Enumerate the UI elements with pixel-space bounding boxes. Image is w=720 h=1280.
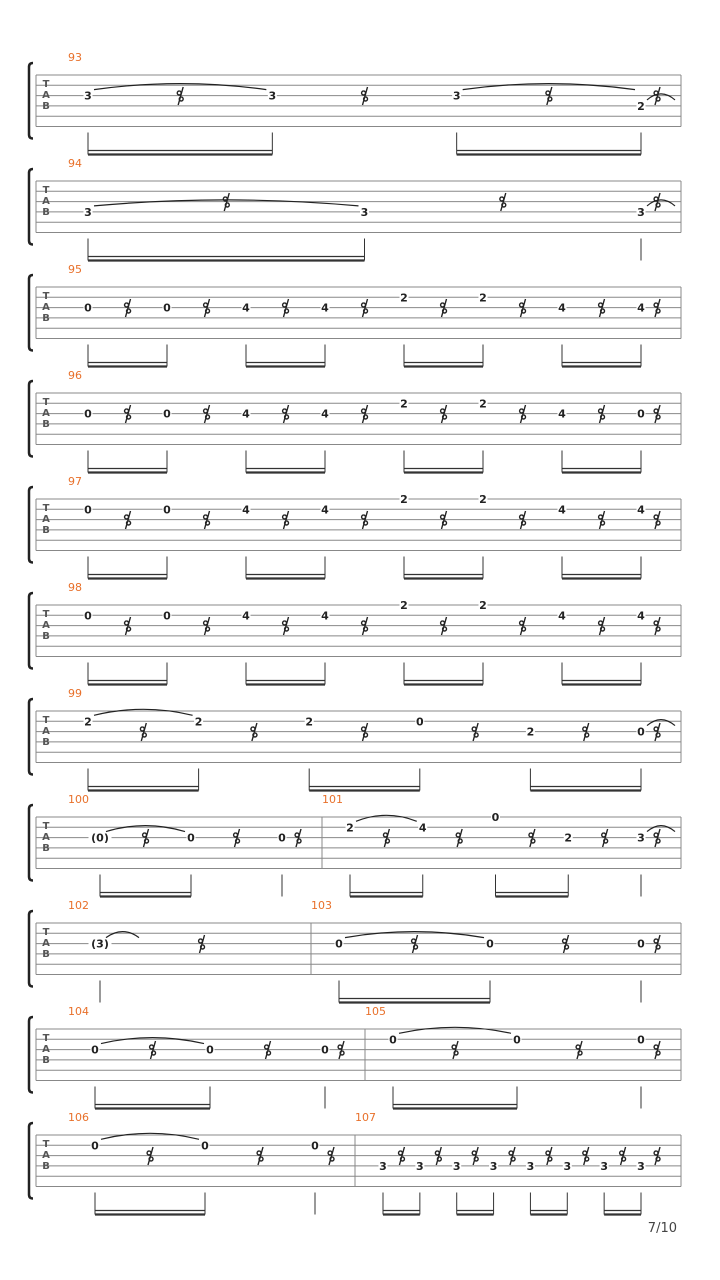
fret-number: 2: [637, 99, 645, 113]
system-bracket: [29, 63, 33, 139]
fret-number: 4: [558, 503, 566, 517]
tab-clef-letter: B: [42, 207, 50, 218]
fret-number: 4: [418, 821, 427, 835]
tab-system: [29, 1005, 681, 1109]
tab-clef-letter: A: [42, 832, 50, 843]
fret-number: 0: [163, 609, 171, 623]
fret-number: 0: [163, 301, 171, 315]
fret-number: 0: [637, 407, 645, 421]
measure-number: 93: [68, 51, 82, 64]
fret-number: 4: [321, 609, 329, 623]
fret-number: 0: [84, 503, 92, 517]
fret-number: 4: [242, 407, 250, 421]
fret-number: 0: [389, 1033, 397, 1047]
tab-clef-letter: B: [42, 525, 50, 536]
fret-number: 4: [321, 301, 329, 315]
tab-clef-letter: T: [42, 821, 50, 832]
tab-clef-letter: T: [42, 927, 50, 938]
fret-number: 0: [91, 1043, 99, 1057]
measure-number: 104: [68, 1005, 89, 1018]
fret-number: 2: [479, 599, 487, 612]
fret-number: 0: [486, 937, 494, 951]
fret-number: 0: [163, 503, 171, 517]
measure-number: 107: [355, 1111, 376, 1124]
fret-number: 0: [84, 609, 92, 623]
tie-arc: [94, 84, 266, 90]
fret-number: 3: [600, 1159, 608, 1173]
tab-clef-letter: A: [42, 408, 50, 419]
tab-clef-letter: T: [42, 79, 50, 90]
tab-clef-letter: T: [42, 397, 50, 408]
tie-arc: [647, 826, 675, 832]
tab-clef-letter: B: [42, 843, 50, 854]
measure-number: 106: [68, 1111, 89, 1124]
measure-number: 105: [365, 1005, 386, 1018]
measure-number: 94: [68, 157, 82, 170]
tab-clef-letter: B: [42, 1055, 50, 1066]
tab-clef-letter: A: [42, 90, 50, 101]
fret-number: 0: [415, 715, 424, 729]
tab-clef-letter: T: [42, 291, 50, 302]
fret-number: 0: [513, 1033, 521, 1047]
page-number: 7/10: [647, 1221, 677, 1236]
fret-number: 3: [84, 89, 92, 103]
tie-arc: [647, 200, 675, 206]
measure-number: 95: [68, 263, 82, 276]
tab-clef-letter: A: [42, 1044, 50, 1055]
tab-system: [29, 687, 681, 791]
tie-arc: [647, 94, 675, 100]
tie-arc: [101, 1038, 204, 1044]
fret-number: 0: [187, 831, 195, 845]
tab-clef-letter: T: [42, 609, 50, 620]
system-bracket: [29, 275, 33, 351]
fret-number: 4: [321, 503, 329, 517]
fret-number: 0: [321, 1043, 329, 1057]
tab-clef-letter: A: [42, 196, 50, 207]
fret-number: 4: [637, 609, 645, 623]
tie-arc: [101, 1133, 199, 1139]
system-bracket: [29, 381, 33, 457]
fret-number: 2: [479, 291, 487, 305]
tie-arc: [647, 720, 675, 726]
system-bracket: [29, 1123, 33, 1199]
fret-number: 3: [489, 1159, 498, 1173]
tie-arc: [106, 826, 185, 832]
tab-clef-letter: A: [42, 726, 50, 737]
fret-number: 0: [637, 725, 645, 739]
system-bracket: [29, 699, 33, 775]
tab-clef-letter: A: [42, 1150, 50, 1161]
fret-number: 3: [360, 205, 369, 219]
tab-clef-letter: A: [42, 302, 50, 313]
tie-arc: [399, 1027, 511, 1033]
fret-number: 2: [84, 715, 92, 729]
system-bracket: [29, 911, 33, 987]
tab-clef-letter: B: [42, 101, 50, 112]
tab-system: [29, 51, 681, 155]
measure-number: 99: [68, 687, 82, 700]
fret-number: 3: [84, 205, 92, 219]
fret-number: 4: [242, 503, 250, 517]
fret-number: 3: [637, 831, 645, 845]
fret-number: 4: [637, 503, 645, 517]
fret-number: 0: [335, 937, 343, 951]
fret-number: 0: [278, 831, 286, 845]
measure-number: 102: [68, 899, 89, 912]
fret-number: 2: [194, 715, 203, 729]
system-bracket: [29, 487, 33, 563]
tab-system: [29, 263, 681, 367]
fret-number: 0: [84, 301, 92, 315]
fret-number: 0: [637, 937, 645, 951]
fret-number: 2: [400, 397, 408, 411]
fret-number: 4: [242, 301, 250, 315]
tie-arc: [106, 932, 139, 938]
tab-system: [29, 899, 681, 1003]
tab-clef-letter: T: [42, 1033, 50, 1044]
system-bracket: [29, 169, 33, 245]
measure-number: 97: [68, 475, 82, 488]
tab-clef-letter: A: [42, 620, 50, 631]
tab-system: [29, 793, 681, 897]
fret-number: 0: [91, 1139, 99, 1153]
measure-number: 101: [322, 793, 343, 806]
fret-number: 0: [206, 1043, 214, 1057]
fret-number: 3: [452, 1159, 461, 1173]
fret-number: 3: [637, 1159, 645, 1173]
tie-arc: [356, 815, 417, 821]
fret-number: 2: [479, 493, 487, 506]
fret-number: (0): [91, 831, 109, 845]
tab-system: [29, 369, 681, 473]
measure-number: 96: [68, 369, 82, 382]
tab-clef-letter: B: [42, 631, 50, 642]
fret-number: 4: [558, 301, 566, 315]
fret-number: 4: [558, 407, 566, 421]
fret-number: 3: [268, 89, 277, 103]
fret-number: 0: [637, 1033, 645, 1047]
fret-number: 2: [305, 715, 314, 729]
measure-number: 98: [68, 581, 82, 594]
fret-number: 2: [400, 291, 408, 305]
tab-system: [29, 475, 681, 579]
fret-number: 2: [564, 831, 573, 845]
fret-number: 4: [242, 609, 250, 623]
tab-clef-letter: B: [42, 737, 50, 748]
tie-arc: [463, 84, 635, 90]
fret-number: 3: [637, 205, 645, 219]
fret-number: 2: [400, 493, 408, 506]
fret-number: 3: [526, 1159, 535, 1173]
fret-number: 4: [637, 301, 645, 315]
tab-clef-letter: B: [42, 313, 50, 324]
fret-number: 3: [416, 1159, 424, 1173]
measure-number: 103: [311, 899, 332, 912]
fret-number: 2: [526, 725, 535, 739]
tab-clef-letter: T: [42, 1139, 50, 1150]
fret-number: 0: [201, 1139, 209, 1153]
tab-clef-letter: T: [42, 715, 50, 726]
fret-number: 2: [479, 397, 487, 411]
tab-clef-letter: A: [42, 938, 50, 949]
tab-clef-letter: B: [42, 949, 50, 960]
fret-number: 0: [163, 407, 171, 421]
system-bracket: [29, 593, 33, 669]
tab-system: [29, 581, 681, 685]
fret-number: 3: [563, 1159, 572, 1173]
tab-clef-letter: T: [42, 503, 50, 514]
tab-system: [29, 1111, 681, 1215]
fret-number: 3: [379, 1159, 387, 1173]
tab-clef-letter: B: [42, 419, 50, 430]
fret-number: 4: [321, 407, 329, 421]
fret-number: 4: [558, 609, 566, 623]
fret-number: 2: [346, 821, 354, 835]
fret-number: 3: [452, 89, 461, 103]
tab-clef-letter: B: [42, 1161, 50, 1172]
fret-number: 2: [400, 599, 408, 612]
fret-number: 0: [311, 1139, 319, 1153]
tab-clef-letter: A: [42, 514, 50, 525]
system-bracket: [29, 805, 33, 881]
system-bracket: [29, 1017, 33, 1093]
measure-number: 100: [68, 793, 89, 806]
fret-number: 0: [491, 811, 500, 824]
fret-number: (3): [91, 937, 109, 951]
tie-arc: [345, 932, 484, 938]
tab-clef-letter: T: [42, 185, 50, 196]
tab-system: [29, 157, 681, 261]
tie-arc: [94, 709, 193, 715]
fret-number: 0: [84, 407, 92, 421]
